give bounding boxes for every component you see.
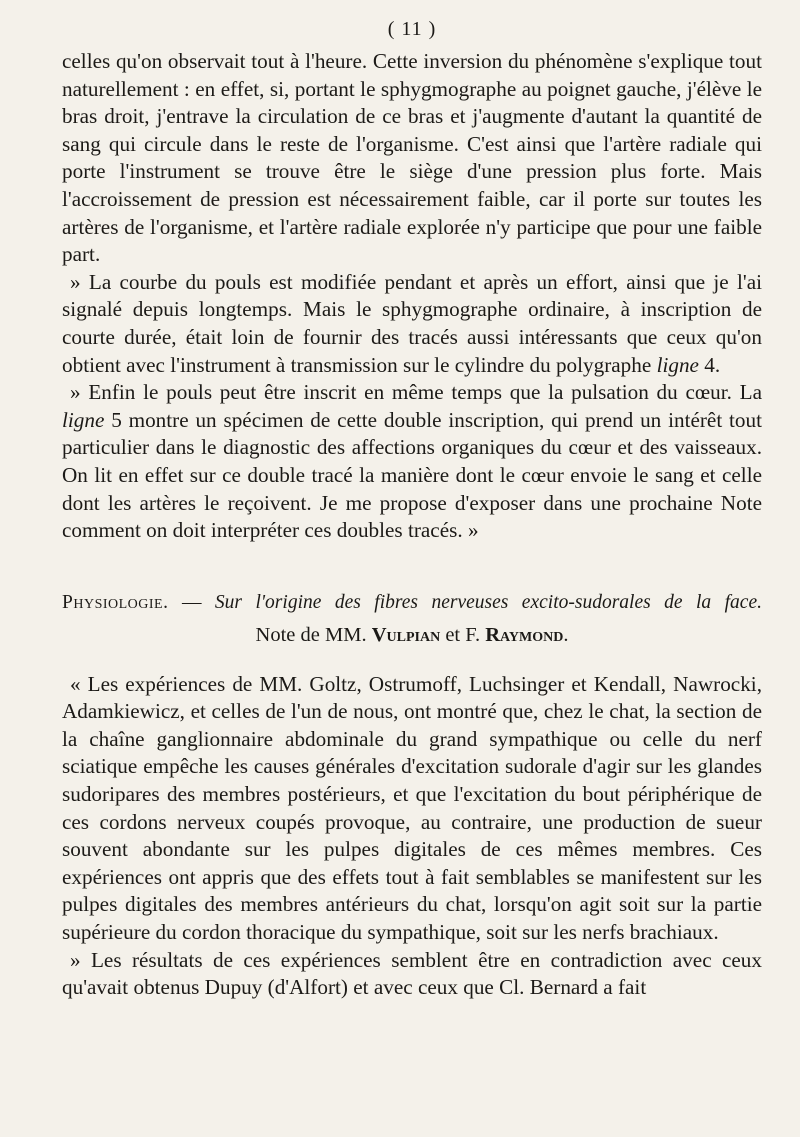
authors-prefix: Note de MM. xyxy=(255,623,372,646)
document-page xyxy=(62,14,762,1002)
paragraph-double-inscription xyxy=(62,379,762,545)
paragraph-text: » Enfin le pouls peut être inscrit en même temps que la pulsation du cœur. La xyxy=(70,380,762,405)
section-title: Sur l'origine des fibres nerveuses excito-sudorales de la face. xyxy=(214,591,762,613)
section-spacer xyxy=(62,545,762,589)
authors-join: et F. xyxy=(440,623,486,646)
section-heading xyxy=(62,589,762,617)
paragraph-text: » La courbe du pouls est modifiée pendant et après un effort, ainsi que je l'ai signalé depuis longtemps. Mais le sphygmographe ordinaire, à inscription de courte durée, était loin de fournir des tracés aussi intéressants que ceux qu'on obtient avec l'instrument à transmission sur le cylindre du polygraphe xyxy=(62,269,762,377)
page-number: ( 11 ) xyxy=(387,18,437,40)
italic-term-ligne: ligne xyxy=(656,352,699,377)
author-raymond: Raymond xyxy=(485,623,564,646)
paragraph-resultats: » Les résultats de ces expériences semblent être en contradiction avec ceux qu'avait obtenus Dupuy (d'Alfort) et avec ceux que Cl. Bernard a fait xyxy=(62,947,762,1000)
paragraph-effort xyxy=(62,269,762,379)
authors-line xyxy=(62,621,762,649)
paragraph-text: 5 montre un spécimen de cette double inscription, qui prend un intérêt tout particulier dans le diagnostic des affections organiques du cœur et des vaisseaux. On lit en effet sur ce double tracé la manière dont le cœur envoie le sang et celle dont les artères le reçoivent. Je me propose d'exposer dans une prochaine Note comment on doit interpréter ces doubles tracés. » xyxy=(62,407,762,543)
paragraph-inversion: celles qu'on observait tout à l'heure. Cette inversion du phénomène s'explique tout naturellement : en effet, si, portant le sphygmographe au poignet gauche, j'élève le bras droit, j'entrave la circulation de ce bras et j'augmente d'autant la quantité de sang qui circule dans le reste de l'organisme. C'est ainsi que l'artère radiale qui porte l'instrument se trouve être le siège d'une pression plus forte. Mais l'accroissement de pression est nécessairement faible, car il porte sur toutes les artères de l'organisme, et l'artère radiale explorée n'y participe que pour une faible part. xyxy=(62,49,762,267)
section-label: Physiologie. xyxy=(62,591,169,613)
authors-suffix: . xyxy=(563,623,569,646)
section-dash: — xyxy=(168,591,215,613)
italic-term-ligne: ligne xyxy=(62,407,105,432)
paragraph-experiences: « Les expériences de MM. Goltz, Ostrumoff, Luchsinger et Kendall, Nawrocki, Adamkiewicz, et celles de l'un de nous, ont montré que, chez le chat, la section de la chaîne ganglionnaire abdominale du grand sympathique ou celle du nerf sciatique empêche les causes générales d'excitation sudorale d'agir sur les glandes sudoripares des membres postérieurs, et que l'excitation du bout périphérique de ces cordons nerveux coupés provoque, au contraire, une production de sueur souvent abondante sur les pulpes digitales de ces mêmes membres. Ces expériences ont appris que des effets tout à fait semblables se manifestent sur les pulpes digitales des membres antérieurs du chat, lorsqu'on agit soit sur la partie supérieure du cordon thoracique du sympathique, soit sur les nerfs brachiaux. xyxy=(62,671,762,945)
author-vulpian: Vulpian xyxy=(371,623,441,646)
paragraph-text: 4. xyxy=(698,352,721,377)
